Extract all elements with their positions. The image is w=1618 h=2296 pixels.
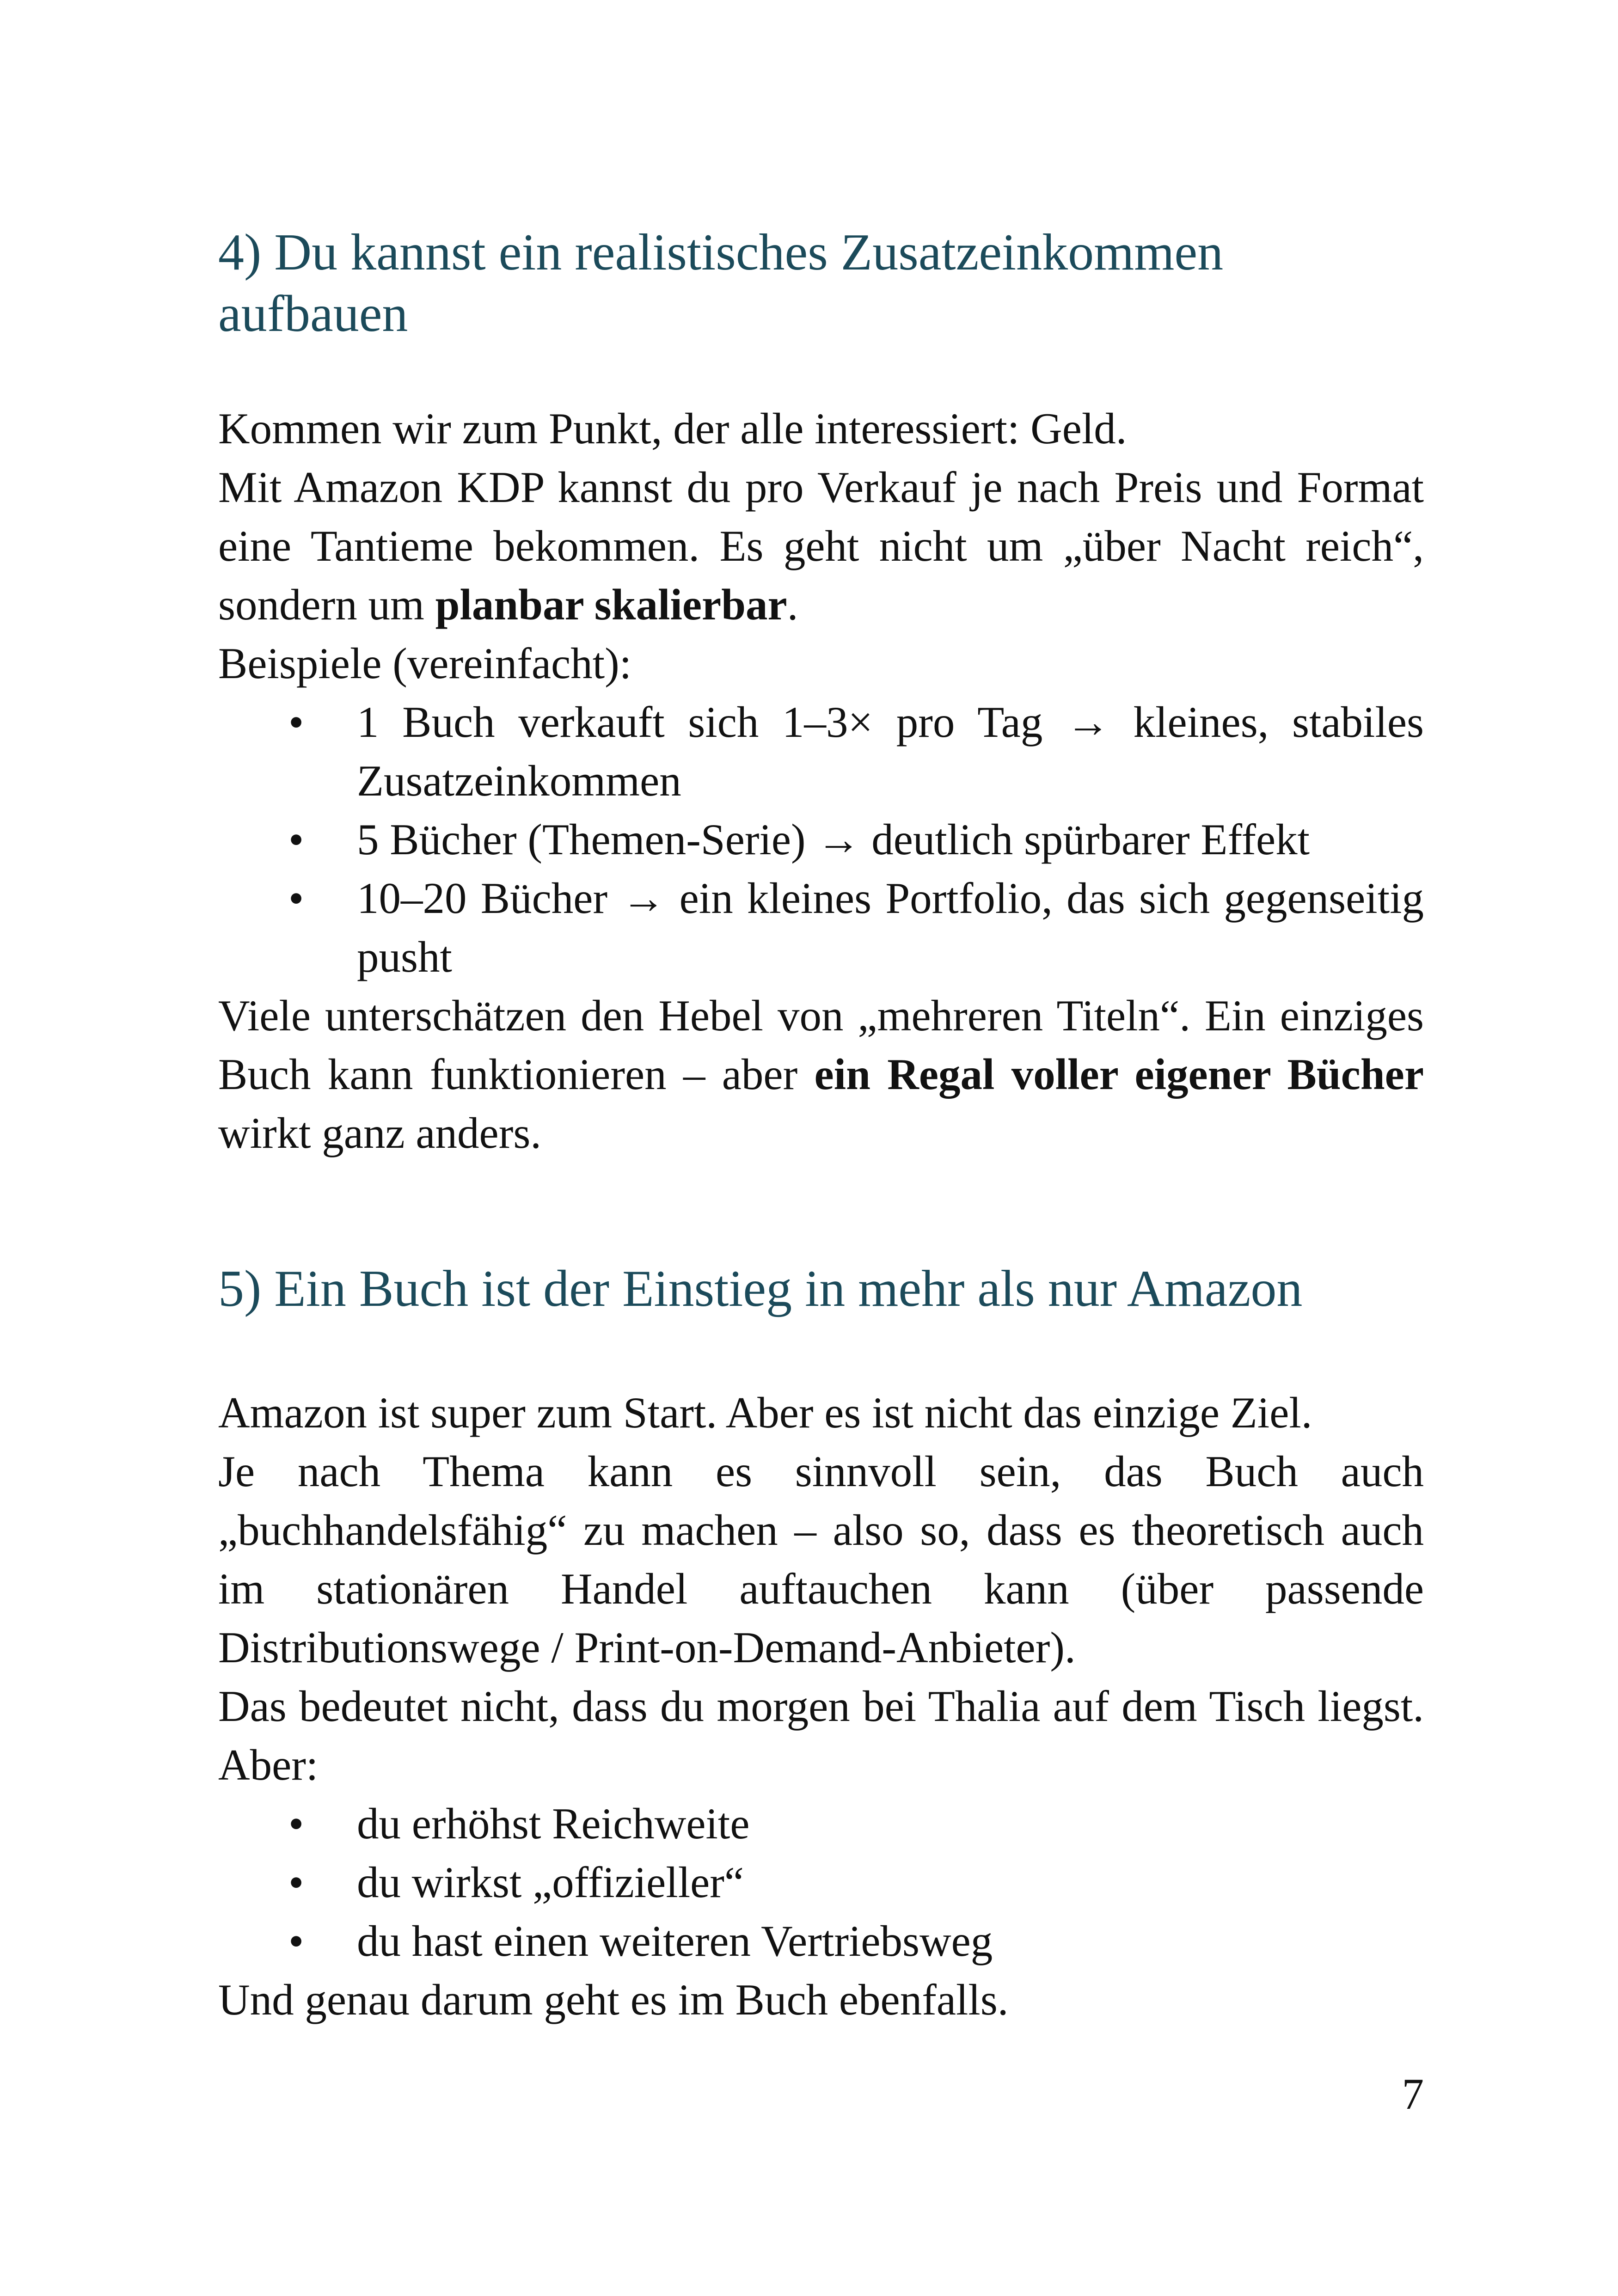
list-item bbox=[218, 1853, 1424, 1912]
section-4-paragraph-2-bold: ein Regal voller eigener Bücher bbox=[814, 1050, 1424, 1099]
section-4-paragraph-2 bbox=[218, 986, 1424, 1163]
section-5-intro: Amazon ist super zum Start. Aber es ist nicht das einzige Ziel. bbox=[218, 1388, 1312, 1437]
list-item-text: du hast einen weiteren Vertriebsweg bbox=[357, 1916, 993, 1965]
bullet-icon: • bbox=[288, 698, 304, 747]
list-item bbox=[218, 1794, 1424, 1853]
bullet-icon: • bbox=[288, 874, 304, 923]
list-item-text: 1 Buch verkauft sich 1–3× pro Tag → kleines, stabiles Zusatzeinkommen bbox=[357, 698, 1424, 805]
list-item bbox=[218, 810, 1424, 869]
section-5-bullet-list bbox=[218, 1794, 1424, 1971]
list-item-text: 5 Bücher (Themen-Serie) → deutlich spürbarer Effekt bbox=[357, 815, 1310, 864]
section-4-paragraph-1 bbox=[218, 458, 1424, 634]
section-4-examples-label: Beispiele (vereinfacht): bbox=[218, 639, 632, 688]
section-4-paragraph-2-end: wirkt ganz anders. bbox=[218, 1108, 542, 1157]
bullet-icon: • bbox=[288, 1916, 304, 1965]
section-4-paragraph-1-bold: planbar skalierbar bbox=[435, 580, 787, 629]
bullet-icon: • bbox=[288, 1799, 304, 1848]
list-item bbox=[218, 693, 1424, 810]
section-5-heading: 5) Ein Buch ist der Einstieg in mehr als nur Amazon bbox=[218, 1260, 1303, 1317]
section-4-bullet-list bbox=[218, 693, 1424, 986]
section-5-paragraph-1: Je nach Thema kann es sinnvoll sein, das Buch auch „buchhandelsfähig“ zu machen – also so, dass es theoretisch auch im stationären Handel auftauchen kann (über passende Distributionswege / Print-on-Demand-Anbieter). bbox=[218, 1447, 1424, 1672]
page-number: 7 bbox=[1402, 2069, 1424, 2118]
section-4-paragraph-1-end: . bbox=[787, 580, 798, 629]
section-5-paragraph-2: Das bedeutet nicht, dass du morgen bei Thalia auf dem Tisch liegst. Aber: bbox=[218, 1682, 1424, 1789]
section-4-paragraph-2-start: Viele unterschätzen den Hebel von „mehreren Titeln“. Ein einziges Buch kann funktionieren – aber bbox=[218, 991, 1424, 1099]
bullet-icon: • bbox=[288, 1858, 304, 1907]
list-item-text: du wirkst „offizieller“ bbox=[357, 1858, 744, 1907]
list-item bbox=[218, 1912, 1424, 1971]
section-4-body bbox=[218, 399, 1424, 1163]
list-item-text: du erhöhst Reichweite bbox=[357, 1799, 750, 1848]
bullet-icon: • bbox=[288, 815, 304, 864]
list-item bbox=[218, 869, 1424, 986]
section-5-closing: Und genau darum geht es im Buch ebenfalls. bbox=[218, 1975, 1009, 2024]
section-4-heading: 4) Du kannst ein realistisches Zusatzeinkommen aufbauen bbox=[218, 224, 1224, 343]
section-4-intro: Kommen wir zum Punkt, der alle interessiert: Geld. bbox=[218, 404, 1127, 453]
list-item-text: 10–20 Bücher → ein kleines Portfolio, das sich gegenseitig pusht bbox=[357, 874, 1424, 981]
section-4-paragraph-1-start: Mit Amazon KDP kannst du pro Verkauf je nach Preis und Format eine Tantieme bekommen. Es geht nicht um „über Nacht reich“, sondern um bbox=[218, 463, 1424, 629]
section-5-body bbox=[218, 1384, 1424, 2029]
